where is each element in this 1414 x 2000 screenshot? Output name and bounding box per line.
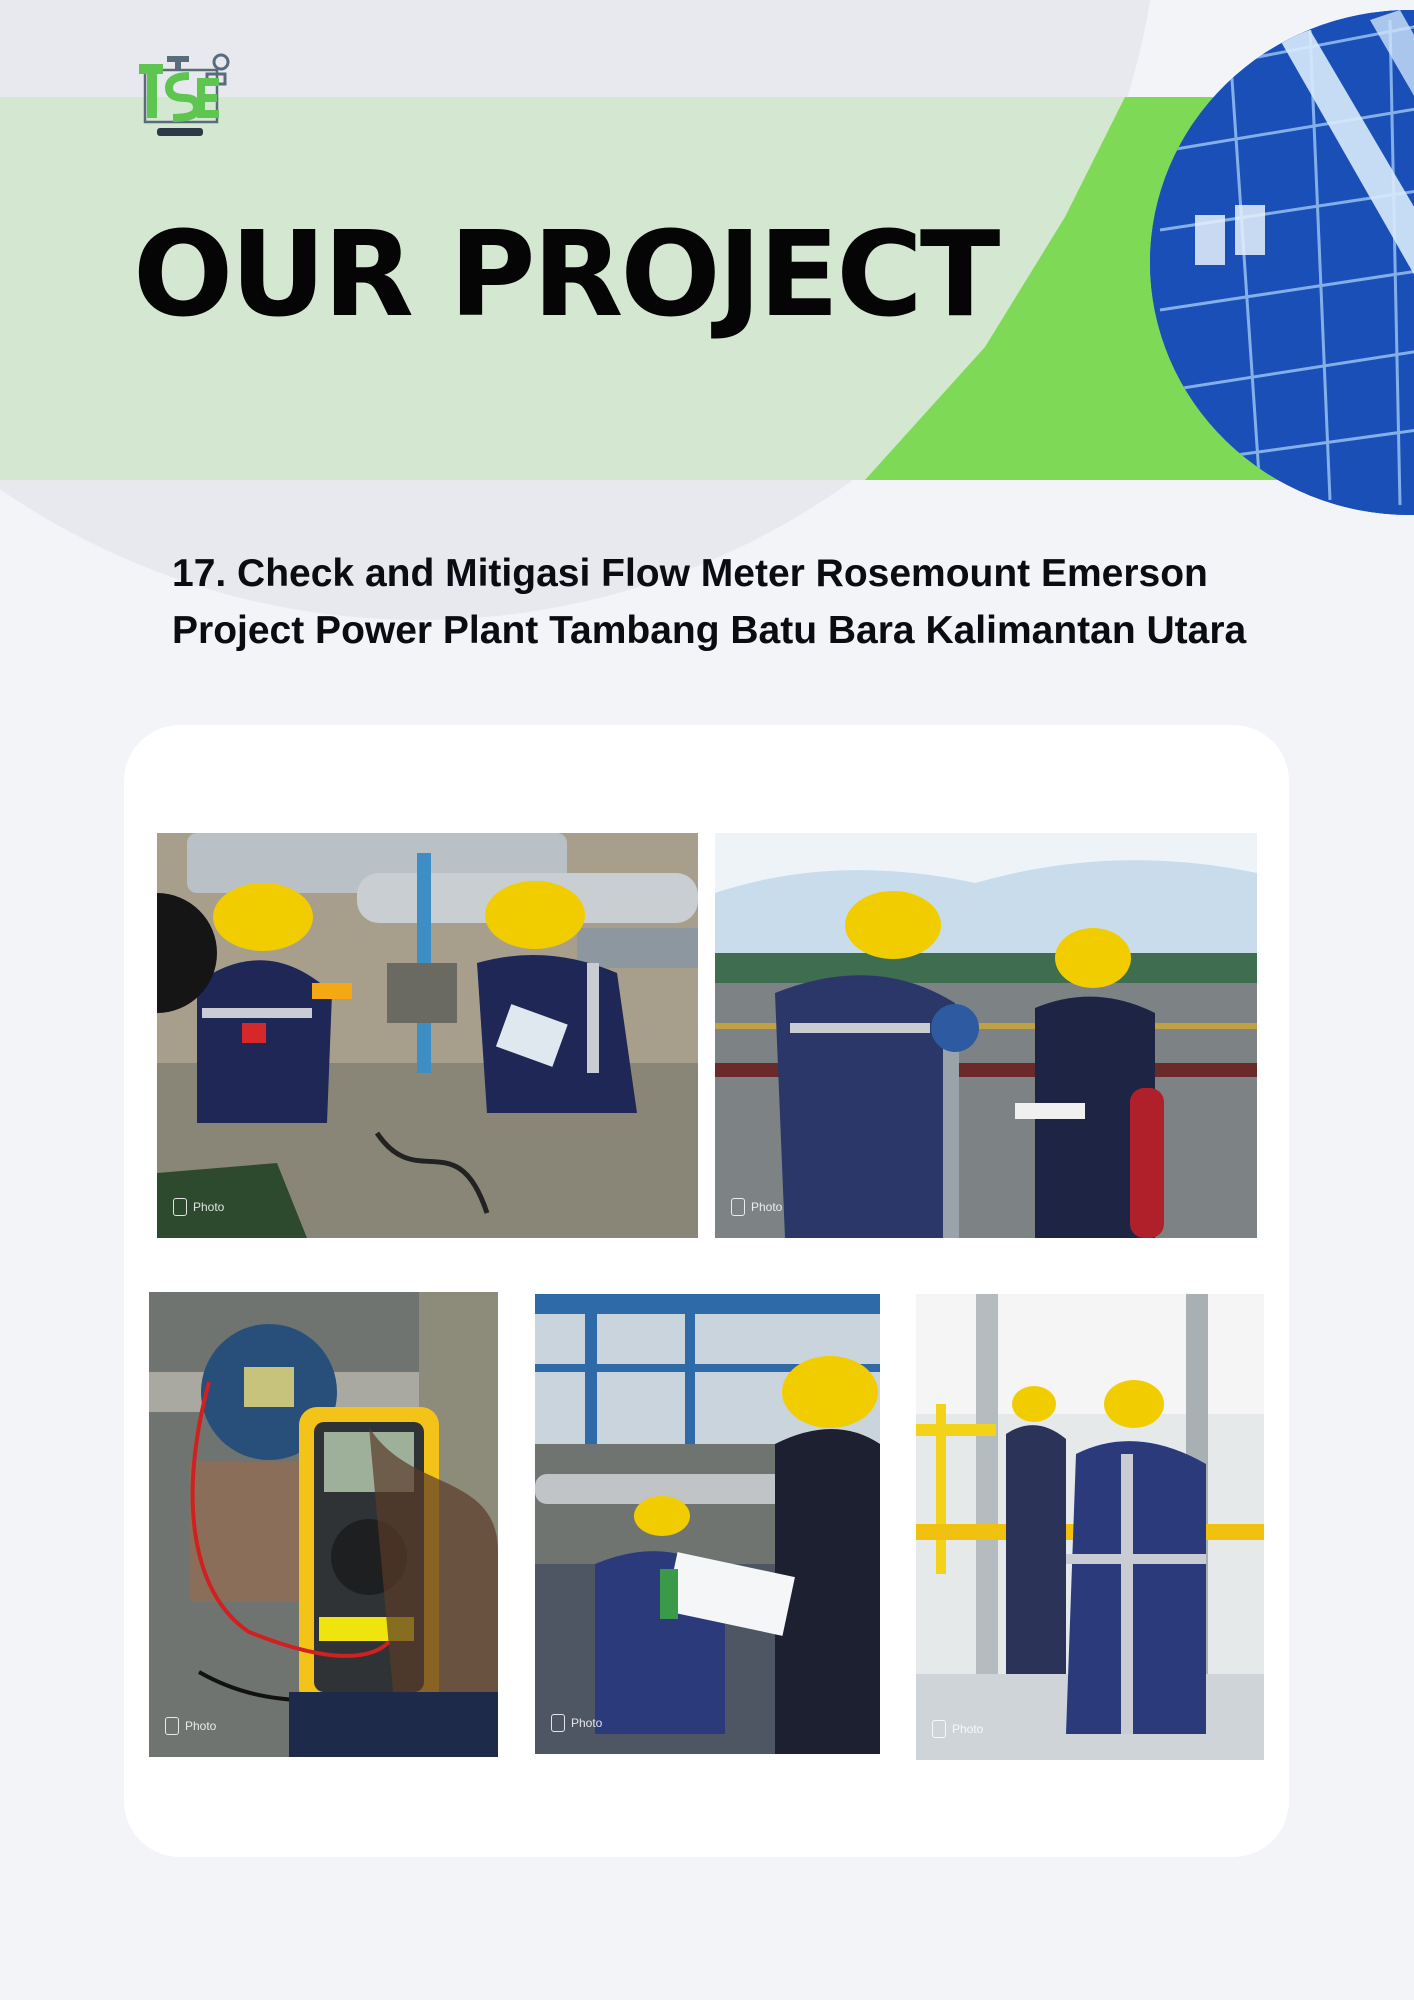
project-photo-3 xyxy=(149,1292,498,1757)
photo-tag: Photo xyxy=(731,1198,782,1216)
project-title-line-2: Project Power Plant Tambang Batu Bara Kalimantan Utara xyxy=(172,609,1247,652)
project-photo-2 xyxy=(715,833,1257,1238)
photo-tag: Photo xyxy=(551,1714,602,1732)
camera-icon xyxy=(731,1198,745,1216)
project-photo-5 xyxy=(916,1294,1264,1760)
photo-tag: Photo xyxy=(165,1717,216,1735)
company-logo xyxy=(137,52,237,140)
photo-tag: Photo xyxy=(932,1720,983,1738)
camera-icon xyxy=(932,1720,946,1738)
project-title xyxy=(172,545,1322,659)
camera-icon xyxy=(165,1717,179,1735)
camera-icon xyxy=(551,1714,565,1732)
photo-tag: Photo xyxy=(173,1198,224,1216)
page-title: OUR PROJECT xyxy=(133,205,998,343)
project-photo-1 xyxy=(157,833,698,1238)
project-title-line-1: 17. Check and Mitigasi Flow Meter Rosemount Emerson xyxy=(172,552,1208,595)
project-photo-4 xyxy=(535,1294,880,1754)
camera-icon xyxy=(173,1198,187,1216)
